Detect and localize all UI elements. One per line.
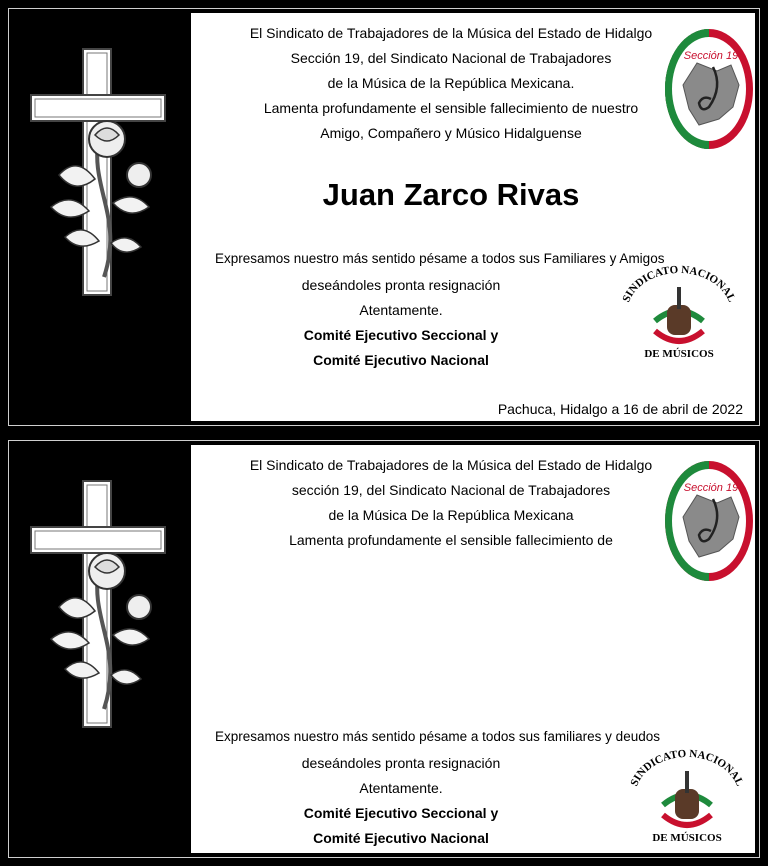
closing-text: Atentamente.: [359, 302, 443, 318]
condolence-line-1: Expresamos nuestro más sentido pésame a todos sus Familiares y Amigos: [215, 251, 665, 266]
seccion-logo-label: Sección 19: [683, 50, 739, 62]
sindicato-nacional-logo: [619, 261, 739, 361]
condolence-line-1: Expresamos nuestro más sentido pésame a todos sus familiares y deudos: [215, 729, 660, 744]
closing-text: Atentamente.: [359, 780, 443, 796]
header-line-3: de la Música De la República Mexicana: [328, 507, 574, 523]
header-line-1: El Sindicato de Trabajadores de la Música del Estado de Hidalgo: [249, 457, 653, 473]
place-and-date: Pachuca, Hidalgo a 16 de abril de 2022: [497, 401, 743, 417]
national-logo-bottom-text: DE MÚSICOS: [644, 348, 714, 360]
national-logo-top-text: SINDICATO NACIONAL: [620, 263, 738, 304]
header-line-5: Amigo, Compañero y Músico Hidalguense: [320, 125, 582, 141]
notice-body: [191, 445, 755, 853]
sindicato-nacional-logo: [627, 745, 747, 845]
signature-line-1: Comité Ejecutivo Seccional y: [303, 805, 499, 821]
signature-line-2: Comité Ejecutivo Nacional: [313, 352, 489, 368]
header-line-2: sección 19, del Sindicato Nacional de Trabajadores: [291, 482, 611, 498]
signature-line-1: Comité Ejecutivo Seccional y: [303, 327, 499, 343]
header-line-1: El Sindicato de Trabajadores de la Música del Estado de Hidalgo: [249, 25, 653, 41]
national-logo-bottom-text: DE MÚSICOS: [652, 832, 722, 844]
header-line-4: Lamenta profundamente el sensible fallecimiento de: [289, 532, 613, 548]
notice-body: [191, 13, 755, 421]
header-line-2: Sección 19, del Sindicato Nacional de Trabajadores: [290, 50, 612, 66]
deceased-name: Juan Zarco Rivas: [322, 177, 580, 212]
black-side-panel: [9, 441, 189, 857]
obituary-card-1: [8, 8, 760, 426]
seccion-19-logo: [663, 459, 755, 583]
header-line-4: Lamenta profundamente el sensible fallecimiento de nuestro: [263, 100, 639, 116]
seccion-19-logo: [663, 27, 755, 151]
obituary-card-2: [8, 440, 760, 858]
cross-with-rose-icon: [29, 47, 169, 297]
header-line-3: de la Música de la República Mexicana.: [327, 75, 575, 91]
cross-with-rose-icon: [29, 479, 169, 729]
condolence-line-2: deseándoles pronta resignación: [301, 277, 501, 293]
seccion-logo-label: Sección 19: [683, 482, 739, 494]
condolence-line-2: deseándoles pronta resignación: [301, 755, 501, 771]
black-side-panel: [9, 9, 189, 425]
national-logo-top-text: SINDICATO NACIONAL: [628, 747, 746, 788]
signature-line-2: Comité Ejecutivo Nacional: [313, 830, 489, 846]
